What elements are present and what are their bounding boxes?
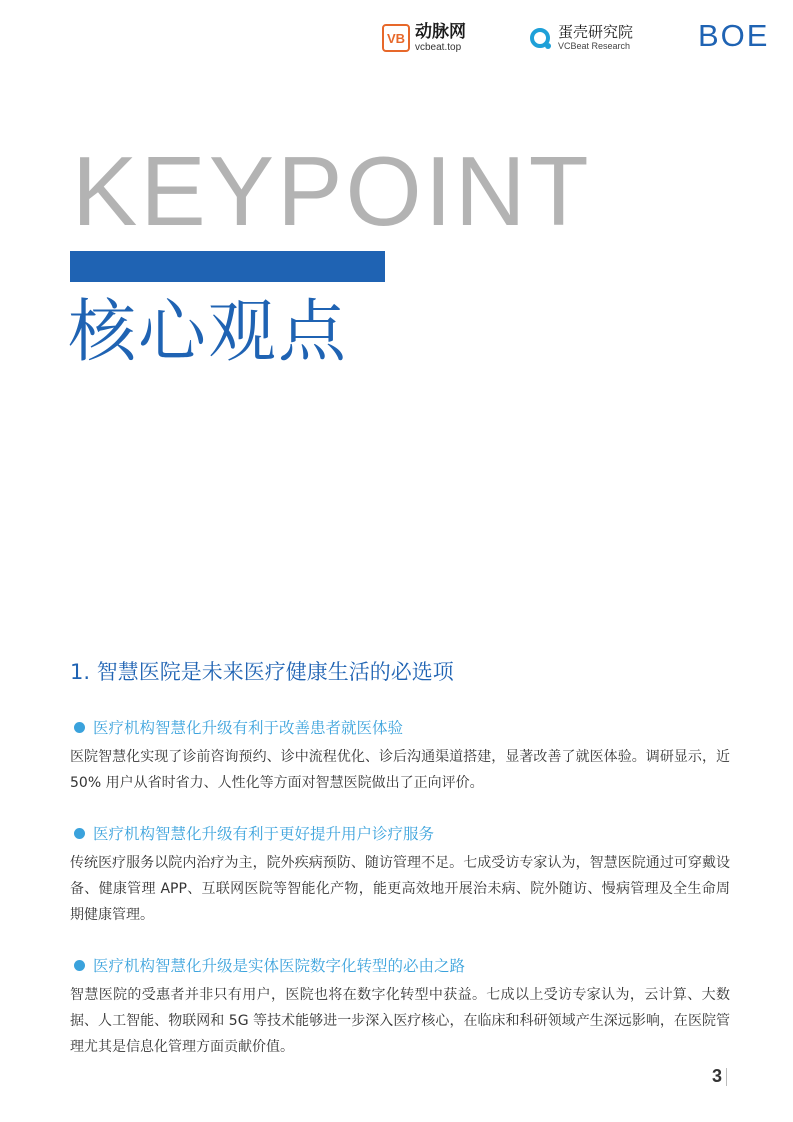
vcbeat-research-logo [530, 22, 633, 54]
bullet-dot-icon [74, 960, 85, 971]
title-accent-bar [70, 251, 385, 282]
boe-logo: BOE [698, 18, 770, 53]
keypoint-heading: KEYPOINT [72, 136, 592, 246]
section-heading: 1. 智慧医院是未来医疗健康生活的必选项 [70, 660, 454, 684]
research-name: 蛋壳研究院 [558, 23, 634, 41]
research-ring-icon [530, 28, 550, 48]
key-point-body: 医院智慧化实现了诊前咨询预约、诊中流程优化、诊后沟通渠道搭建，显著改善了就医体验。调研显示，近 50% 用户从省时省力、人性化等方面对智慧医院做出了正向评价。 [70, 749, 730, 791]
key-point-3 [70, 954, 730, 1060]
key-point-1 [70, 716, 730, 796]
key-point-title [70, 822, 730, 844]
key-point-title [70, 716, 730, 738]
key-point-title [70, 954, 730, 976]
vcbeat-logo [382, 22, 466, 54]
research-en-name: VCBeat Research [558, 41, 631, 51]
vcbeat-name: 动脉网 [415, 21, 466, 42]
page-title: 核心观点 [68, 293, 349, 372]
page-number-divider [726, 1068, 727, 1086]
vcbeat-badge-icon: VB [382, 24, 410, 52]
key-point-title-text: 医疗机构智慧化升级有利于改善患者就医体验 [93, 719, 404, 737]
key-point-title-text: 医疗机构智慧化升级有利于更好提升用户诊疗服务 [93, 825, 435, 843]
key-point-title-text: 医疗机构智慧化升级是实体医院数字化转型的必由之路 [93, 957, 466, 975]
bullet-dot-icon [74, 828, 85, 839]
page-number: 3 [712, 1066, 723, 1086]
key-point-body: 传统医疗服务以院内治疗为主，院外疾病预防、随访管理不足。七成受访专家认为，智慧医院通过可穿戴设备、健康管理 APP、互联网医院等智能化产物，能更高效地开展治未病、院外随访、慢病管理及全生命周期健康管理。 [70, 855, 730, 923]
vcbeat-url: vcbeat.top [415, 41, 462, 53]
bullet-dot-icon [74, 722, 85, 733]
key-point-2 [70, 822, 730, 928]
key-point-body: 智慧医院的受惠者并非只有用户，医院也将在数字化转型中获益。七成以上受访专家认为，云计算、大数据、人工智能、物联网和 5G 等技术能够进一步深入医疗核心，在临床和科研领域产生深远影响，在医院管理尤其是信息化管理方面贡献价值。 [70, 987, 730, 1055]
